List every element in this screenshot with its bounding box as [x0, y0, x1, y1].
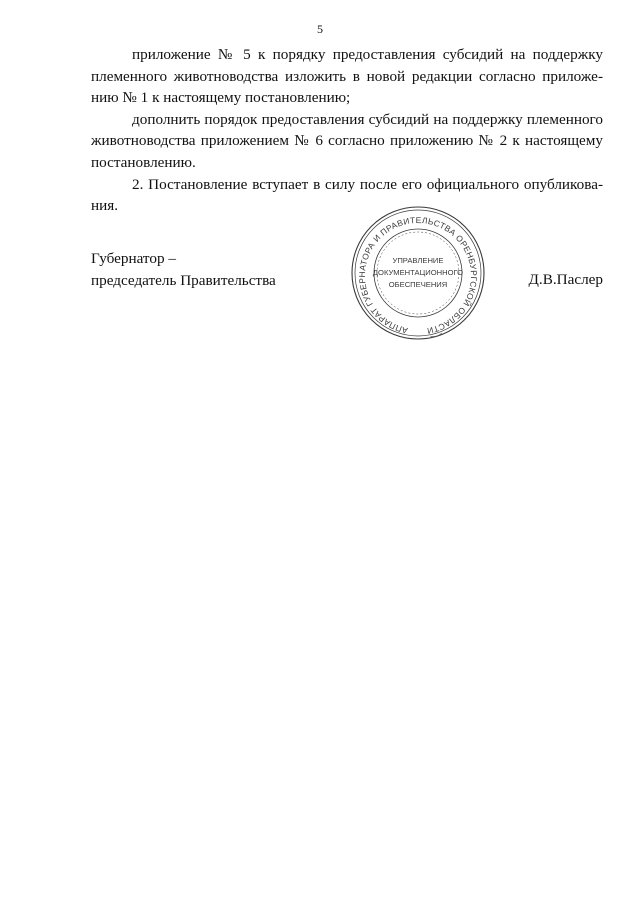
seal-center-line-3: ОБЕСПЕЧЕНИЯ — [388, 280, 448, 289]
page-number: 5 — [317, 22, 323, 36]
official-seal — [344, 203, 492, 343]
seal-stamp-graphic — [344, 203, 492, 343]
paragraph-annex-5: приложение № 5 к порядку предоставления субсидий на поддержку племенного животноводства изложить в новой редакции согласно приложению № 1 к настоящему постановлению; — [91, 46, 603, 107]
seal-center-line-2: ДОКУМЕНТАЦИОННОГО — [372, 268, 464, 277]
signatory-position — [91, 248, 276, 291]
document-body — [91, 44, 603, 217]
paragraph-annex-6: дополнить порядок предоставления субсидий на поддержку племенного животноводства приложением № 6 согласно приложению № 2 к настоящему постановлению. — [91, 110, 603, 171]
seal-center-line-1: УПРАВЛЕНИЕ — [392, 256, 444, 265]
signatory-name: Д.В.Паслер — [528, 271, 603, 288]
signatory-position-line-2: председатель Правительства — [91, 271, 276, 289]
signatory-position-line-1: Губернатор – — [91, 250, 176, 267]
paragraph-effective-date: 2. Постановление вступает в силу после его официального опубликования. — [91, 175, 603, 215]
seal-ring-textpath: АППАРАТ ГУБЕРНАТОРА И ПРАВИТЕЛЬСТВА ОРЕНБУРГСКОЙ ОБЛАСТИ — [356, 214, 480, 337]
